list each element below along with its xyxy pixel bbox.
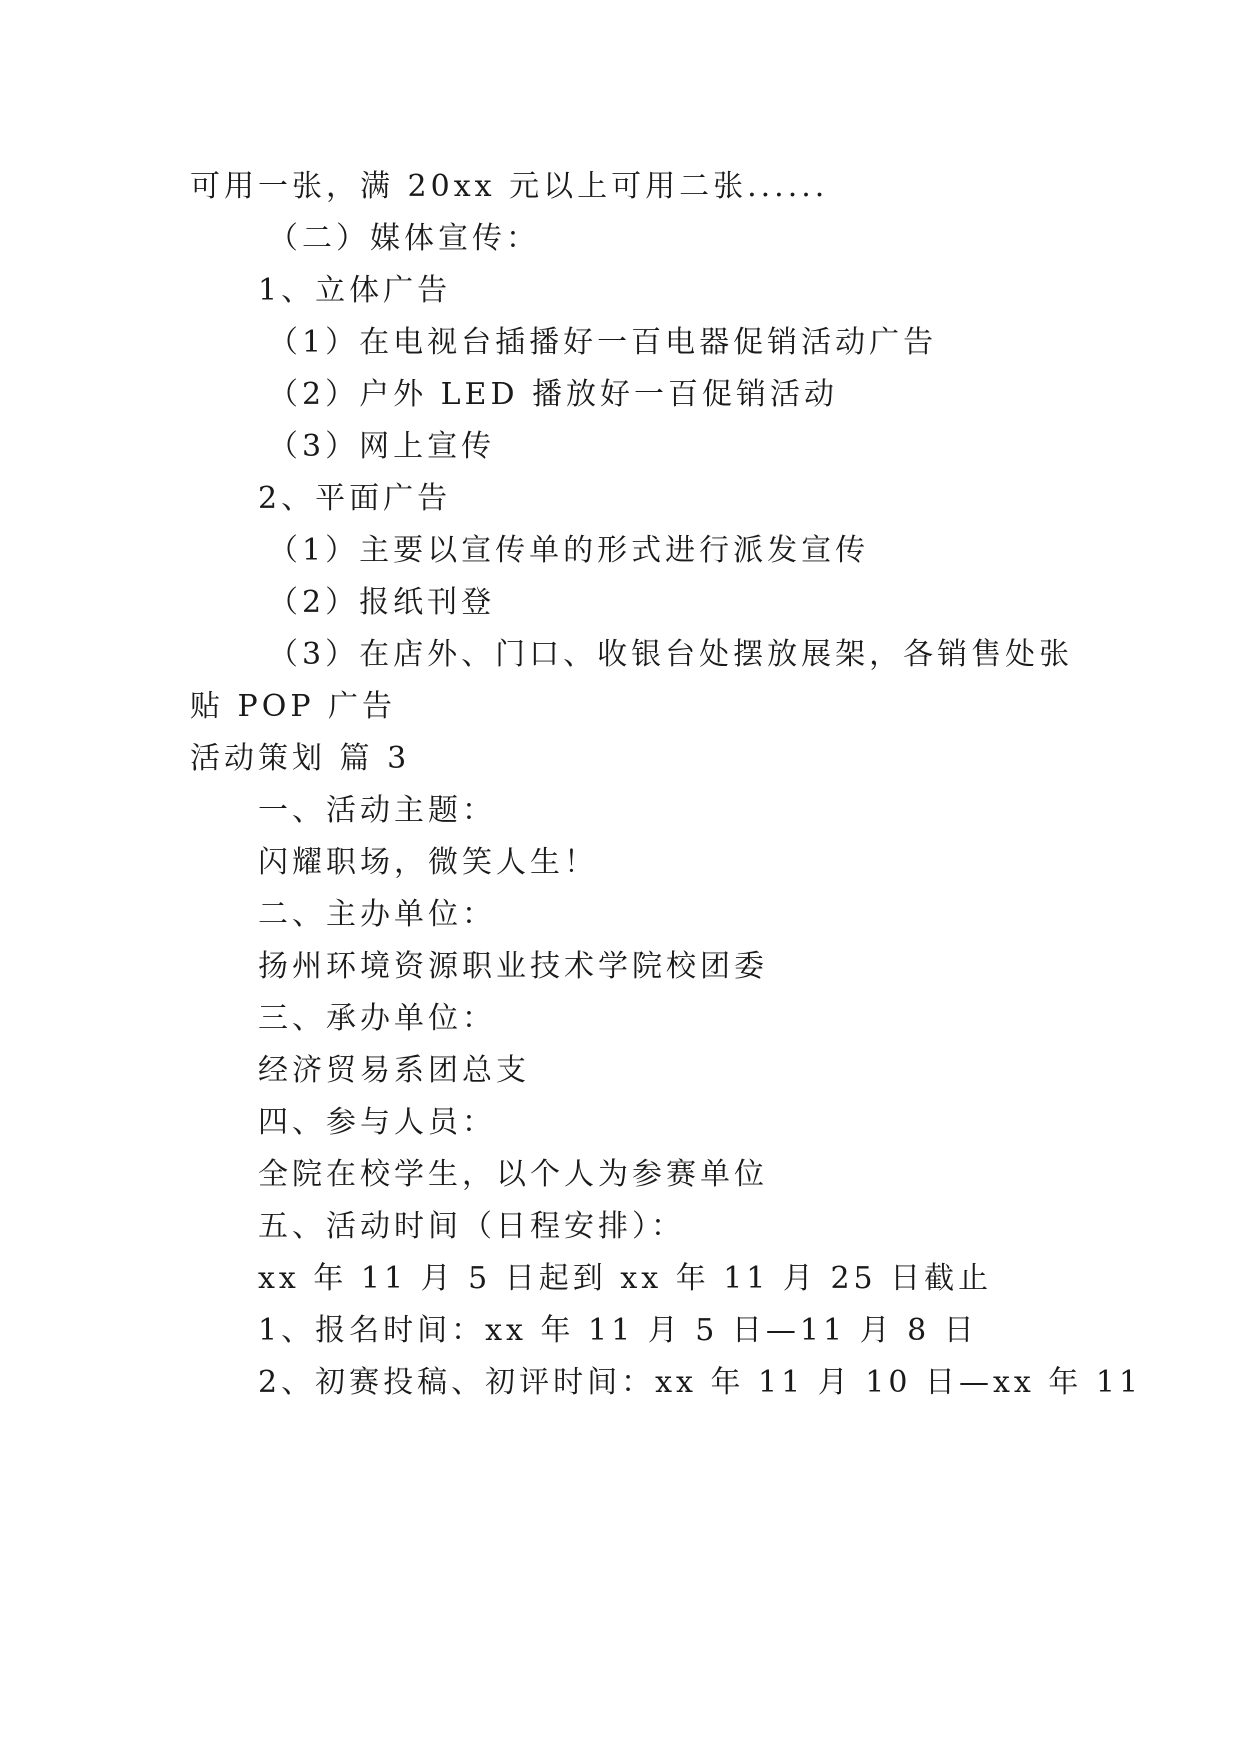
- text-line: 扬州环境资源职业技术学院校团委: [258, 949, 768, 984]
- text-line: 贴 POP 广告: [190, 689, 397, 724]
- section-heading: 二、主办单位：: [258, 897, 496, 932]
- list-item: （2）报纸刊登: [268, 585, 496, 620]
- text-line: 闪耀职场，微笑人生！: [258, 845, 598, 880]
- subsection-heading: 2、平面广告: [258, 481, 452, 516]
- section-heading: 一、活动主题：: [258, 793, 496, 828]
- article-title: 活动策划 篇 3: [190, 741, 411, 776]
- subsection-heading: 1、立体广告: [258, 273, 452, 308]
- list-item: （1）在电视台插播好一百电器促销活动广告: [268, 325, 938, 360]
- list-item: 2、初赛投稿、初评时间：xx 年 11 月 10 日—xx 年 11: [258, 1365, 1143, 1400]
- section-heading: 三、承办单位：: [258, 1001, 496, 1036]
- text-line: 可用一张，满 20xx 元以上可用二张......: [190, 169, 829, 204]
- list-item: （1）主要以宣传单的形式进行派发宣传: [268, 533, 870, 568]
- list-item: （2）户外 LED 播放好一百促销活动: [268, 377, 839, 412]
- text-line: xx 年 11 月 5 日起到 xx 年 11 月 25 日截止: [258, 1261, 993, 1296]
- list-item: 1、报名时间：xx 年 11 月 5 日—11 月 8 日: [258, 1313, 978, 1348]
- list-item: （3）网上宣传: [268, 429, 496, 464]
- text-line: 经济贸易系团总支: [258, 1053, 530, 1088]
- list-item: （3）在店外、门口、收银台处摆放展架，各销售处张: [268, 637, 1074, 672]
- text-line: 全院在校学生，以个人为参赛单位: [258, 1157, 768, 1192]
- section-heading: 五、活动时间（日程安排）：: [258, 1209, 685, 1244]
- section-heading: 四、参与人员：: [258, 1105, 496, 1140]
- section-heading: （二）媒体宣传：: [268, 221, 540, 256]
